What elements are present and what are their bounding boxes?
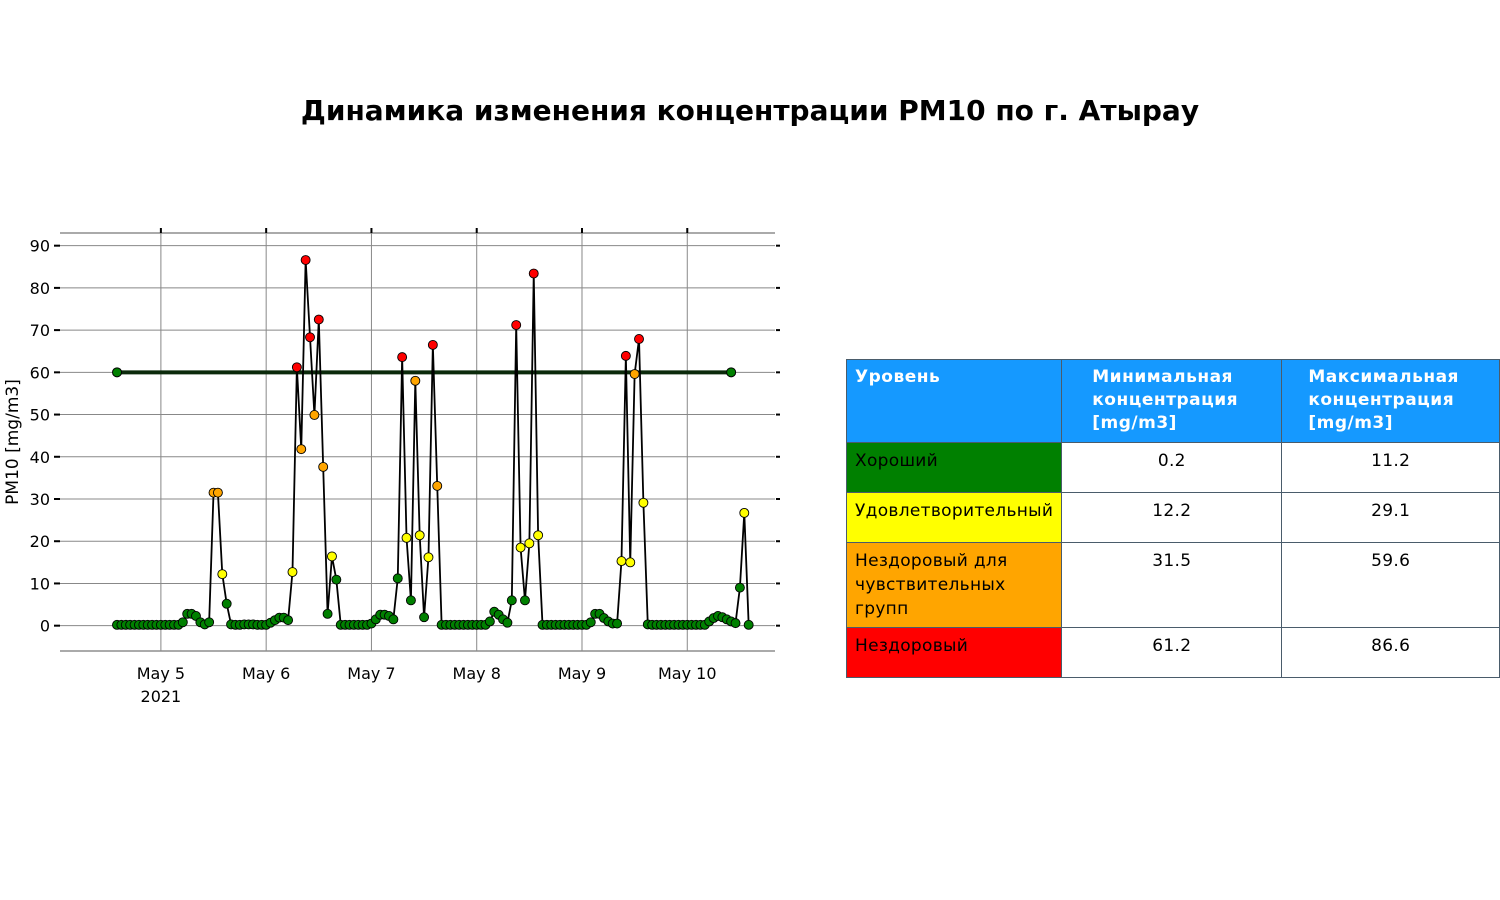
max-cell: 59.6	[1282, 543, 1500, 628]
series-line	[117, 260, 749, 625]
data-point	[411, 376, 420, 385]
data-point	[292, 363, 301, 372]
data-point	[630, 370, 639, 379]
pm10-line-chart	[0, 0, 800, 720]
table-row	[847, 543, 1500, 628]
data-point	[525, 539, 534, 548]
data-point	[512, 321, 521, 330]
header-min: Минимальная концентрация [mg/m3]	[1062, 360, 1282, 443]
x-tick-label: May 7	[347, 664, 396, 683]
x-tick-label: May 9	[557, 664, 607, 683]
max-cell: 86.6	[1282, 628, 1500, 678]
header-level: Уровень	[847, 360, 1062, 443]
data-point	[178, 618, 187, 627]
y-axis-label: PM10 [mg/m3]	[3, 379, 23, 505]
data-point	[586, 618, 595, 627]
max-cell: 29.1	[1282, 493, 1500, 543]
y-tick-label: 0	[39, 616, 50, 636]
data-point	[319, 462, 328, 471]
table-row	[847, 628, 1500, 678]
min-cell: 0.2	[1062, 443, 1282, 493]
data-point	[398, 353, 407, 362]
data-point	[393, 574, 402, 583]
data-point	[507, 596, 516, 605]
data-point	[626, 558, 635, 567]
data-point	[205, 618, 214, 627]
data-point	[314, 315, 323, 324]
data-point	[613, 619, 622, 628]
data-point	[406, 596, 415, 605]
min-cell: 31.5	[1062, 543, 1282, 628]
data-point	[485, 617, 494, 626]
data-point	[420, 613, 429, 622]
data-point	[735, 583, 744, 592]
y-tick-label: 40	[29, 447, 50, 467]
data-point	[516, 543, 525, 552]
data-point	[327, 552, 336, 561]
data-point	[520, 596, 529, 605]
data-point	[284, 616, 293, 625]
data-point	[301, 256, 310, 265]
data-point	[306, 333, 315, 342]
data-point	[428, 340, 437, 349]
data-point	[744, 620, 753, 629]
y-tick-label: 50	[29, 405, 50, 425]
min-cell: 12.2	[1062, 493, 1282, 543]
data-point	[213, 488, 222, 497]
x-tick-label: May 10	[658, 664, 717, 683]
table-row	[847, 493, 1500, 543]
data-point	[222, 599, 231, 608]
data-point	[332, 575, 341, 584]
header-max: Максимальная концентрация [mg/m3]	[1282, 360, 1500, 443]
table-row	[847, 443, 1500, 493]
data-point	[617, 557, 626, 566]
data-point	[323, 609, 332, 618]
y-tick-label: 30	[29, 490, 50, 509]
data-point	[288, 568, 297, 577]
level-cell: Нездоровый для чувствительных групп	[847, 543, 1062, 628]
data-point	[635, 334, 644, 343]
data-point	[740, 508, 749, 517]
data-point	[389, 615, 398, 624]
level-cell: Удовлетворительный	[847, 493, 1062, 543]
levels-table	[846, 359, 1500, 678]
level-cell: Нездоровый	[847, 628, 1062, 678]
y-tick-label: 90	[29, 236, 50, 256]
y-tick-label: 60	[29, 363, 50, 383]
y-tick-label: 20	[29, 532, 50, 552]
data-point	[415, 531, 424, 540]
data-point	[503, 618, 512, 627]
data-point	[621, 351, 630, 360]
level-cell: Хороший	[847, 443, 1062, 493]
page-title: Динамика изменения концентрации PM10 по г. Атырау	[300, 94, 1200, 127]
table-header-row	[847, 360, 1500, 443]
x-tick-label: May 8	[452, 664, 501, 683]
data-point	[310, 410, 319, 419]
y-tick-label: 70	[29, 321, 50, 341]
threshold-start-marker	[113, 368, 122, 377]
data-point	[731, 619, 740, 628]
data-point	[402, 533, 411, 542]
data-point	[529, 269, 538, 278]
x-tick-sublabel: 2021	[140, 687, 182, 706]
threshold-end-marker	[727, 368, 736, 377]
y-tick-label: 80	[29, 278, 50, 298]
data-point	[218, 570, 227, 579]
min-cell: 61.2	[1062, 628, 1282, 678]
data-point	[433, 481, 442, 490]
data-point	[297, 445, 306, 454]
y-tick-label: 10	[29, 574, 50, 594]
data-point	[424, 553, 433, 562]
data-point	[534, 531, 543, 540]
x-tick-label: May 6	[241, 664, 291, 683]
x-tick-label: May 5	[136, 664, 186, 683]
data-point	[639, 498, 648, 507]
max-cell: 11.2	[1282, 443, 1500, 493]
